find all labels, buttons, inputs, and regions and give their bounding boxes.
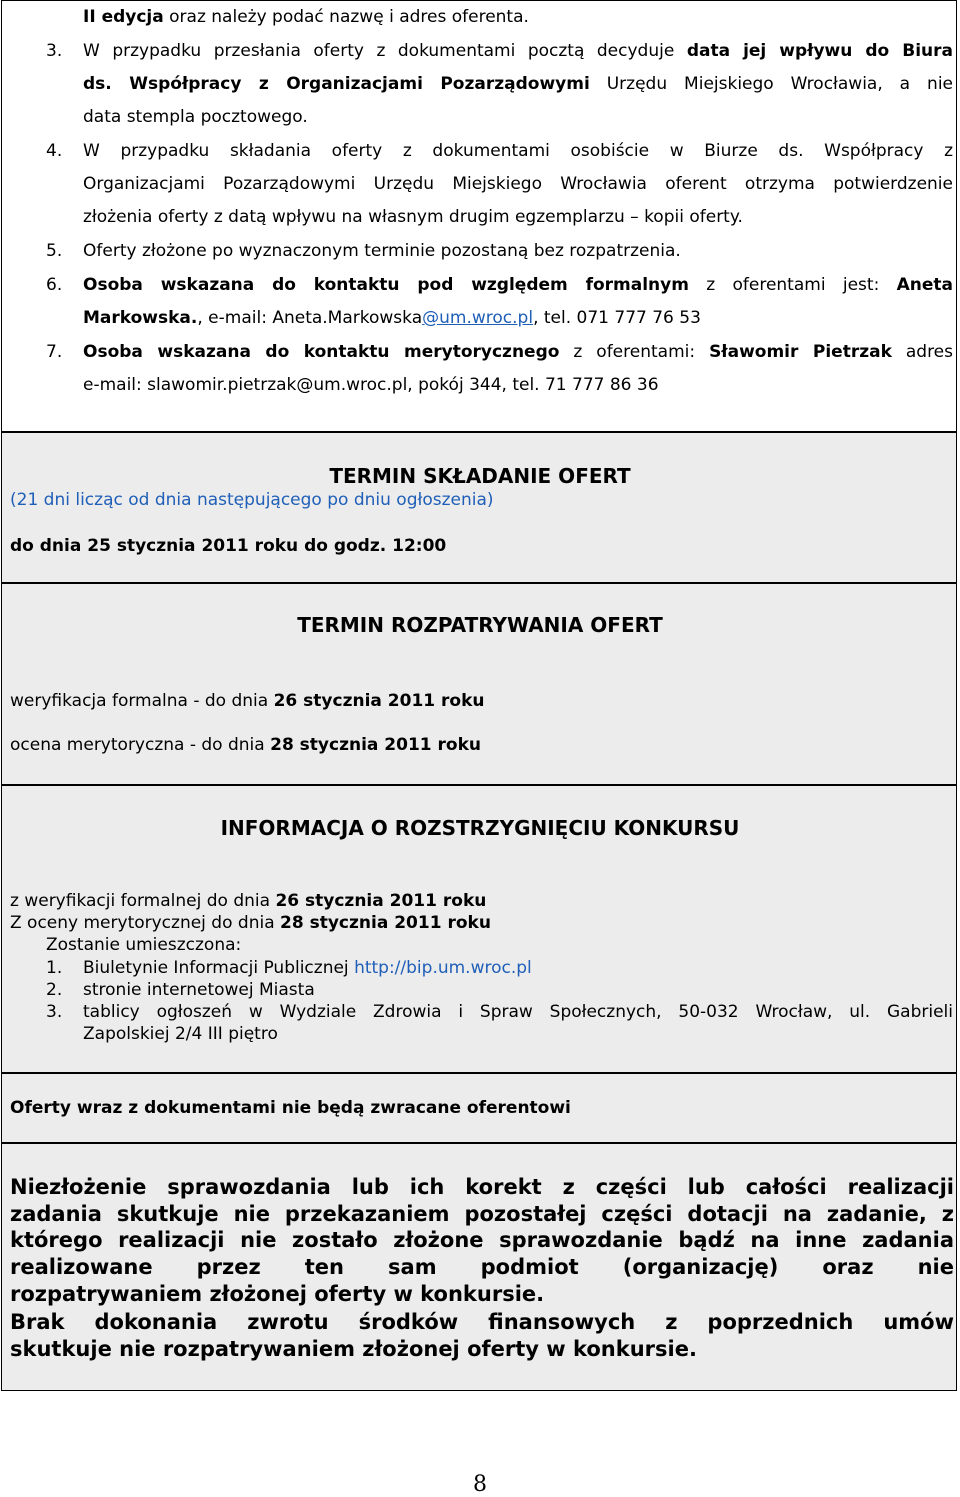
item-7-line-1: Osoba wskazana do kontaktu merytorycznego z oferentami: Sławomir Pietrzak adres [83,342,954,362]
item-4-line-2: Organizacjami Pozarządowymi Urzędu Miejskiego Wrocławia oferent otrzyma potwierdzenie [83,174,953,194]
results-information-title: INFORMACJA O ROZSTRZYGNIĘCIU KONKURSU [220,816,740,840]
formal-verification-line: weryfikacja formalna - do dnia 26 stycznia 2011 roku [10,691,485,711]
item-6-line-2: Markowska., e-mail: Aneta.Markowska@um.wroc.pl, tel. 071 777 76 53 [83,308,701,328]
item-7-line-2: e-mail: slawomir.pietrzak@um.wroc.pl, pokój 344, tel. 71 777 86 36 [83,375,659,395]
review-deadline-title: TERMIN ROZPATRYWANIA OFERT [297,613,663,637]
item-5-line-1: Oferty złożone po wyznaczonym terminie pozostaną bez rozpatrzenia. [83,241,681,261]
documents-return-text: Oferty wraz z dokumentami nie będą zwracane oferentowi [10,1098,571,1118]
edition-line: II edycja oraz należy podać nazwę i adres oferenta. [83,7,529,27]
warning-line-4: realizowane przez ten sam podmiot (organizację) oraz nie [10,1255,954,1279]
submission-deadline-title: TERMIN SKŁADANIE OFERT [329,464,631,488]
contact-email-link[interactable]: @um.wroc.pl [422,308,534,328]
warning-line-5: rozpatrywaniem złożonej oferty w konkursie. [10,1282,545,1306]
bip-link[interactable]: http://bip.um.wroc.pl [354,958,532,978]
publication-item-1: Biuletynie Informacji Publicznej http://bip.um.wroc.pl [83,958,532,978]
publication-item-3-line-2: Zapolskiej 2/4 III piętro [83,1024,278,1044]
results-information-section [1,785,957,1073]
page-number: 8 [473,1472,487,1497]
publication-item-3-number: 3. [46,1002,63,1022]
documents-return-section [1,1073,957,1143]
publication-intro: Zostanie umieszczona: [46,935,242,955]
item-4-number: 4. [46,141,63,161]
item-6-line-1: Osoba wskazana do kontaktu pod względem formalnym z oferentami jest: Aneta [83,275,953,295]
item-6-number: 6. [46,275,63,295]
item-3-line-1: W przypadku przesłania oferty z dokumentami pocztą decyduje data jej wpływu do Biura [83,41,953,61]
item-3-line-3: data stempla pocztowego. [83,107,308,127]
publication-item-2-number: 2. [46,980,63,1000]
submission-deadline-section [1,432,957,583]
warning-line-6: Brak dokonania zwrotu środków finansowych z poprzednich umów [10,1310,954,1334]
publication-item-3-line-1: tablicy ogłoszeń w Wydziale Zdrowia i Spraw Społecznych, 50-032 Wrocław, ul. Gabrieli [83,1002,953,1022]
publication-item-1-number: 1. [46,958,63,978]
warning-line-7: skutkuje nie rozpatrywaniem złożonej oferty w konkursie. [10,1337,697,1361]
submission-deadline-date: do dnia 25 stycznia 2011 roku do godz. 12:00 [10,536,447,556]
item-5-number: 5. [46,241,63,261]
publication-item-2: stronie internetowej Miasta [83,980,315,1000]
item-7-number: 7. [46,342,63,362]
warning-line-3: którego realizacji nie zostało złożone sprawozdanie bądź na inne zadania [10,1228,954,1252]
item-3-line-2: ds. Współpracy z Organizacjami Pozarządowymi Urzędu Miejskiego Wrocławia, a nie [83,74,953,94]
item-4-line-1: W przypadku składania oferty z dokumentami osobiście w Biurze ds. Współpracy z [83,141,953,161]
results-formal-line: z weryfikacji formalnej do dnia 26 stycznia 2011 roku [10,891,487,911]
merit-assessment-line: ocena merytoryczna - do dnia 28 stycznia 2011 roku [10,735,482,755]
warning-section [1,1143,957,1391]
review-deadline-section [1,583,957,785]
results-merit-line: Z oceny merytorycznej do dnia 28 stycznia 2011 roku [10,913,491,933]
instructions-section [1,0,957,432]
item-3-number: 3. [46,41,63,61]
item-4-line-3: złożenia oferty z datą wpływu na własnym drugim egzemplarzu – kopii oferty. [83,207,743,227]
warning-line-2: zadania skutkuje nie przekazaniem pozostałej części dotacji na zadanie, z [10,1202,954,1226]
warning-line-1: Niezłożenie sprawozdania lub ich korekt z części lub całości realizacji [10,1175,954,1199]
submission-deadline-subtitle: (21 dni licząc od dnia następującego po dniu ogłoszenia) [10,490,494,510]
